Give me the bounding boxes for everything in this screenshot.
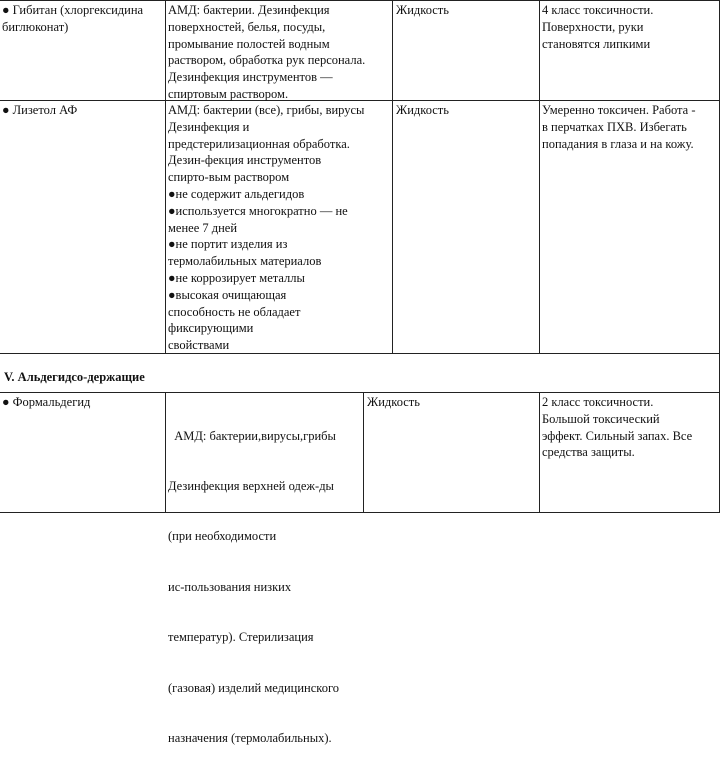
row-1-notes-line: 4 класс токсичности. — [542, 3, 654, 17]
row-1-purpose-line: Дезинфекция инструментов — — [168, 70, 333, 85]
row-2-form: Жидкость — [396, 103, 449, 117]
row-2-form-cell — [396, 102, 449, 119]
row-3-form-cell — [367, 394, 420, 411]
column-divider-3 — [539, 0, 540, 353]
row-2-notes-line: попадания в глаза и на кожу. — [542, 136, 694, 151]
row-3-purpose-line: АМД: бактерии,вирусы,грибы — [168, 428, 336, 443]
row-2-notes-cell — [542, 102, 695, 152]
row-1-name-line-2: биглюконат) — [2, 19, 69, 34]
row-2-notes-line: Умеренно токсичен. Работа - — [542, 103, 696, 117]
row-3-purpose-line: (при необходимости — [168, 529, 277, 544]
row-2-purpose-line: ●не содержит альдегидов — [168, 186, 305, 201]
row-2-purpose-line: термолабильных материалов — [168, 254, 322, 269]
row-1-form-cell — [396, 2, 449, 19]
row-2-purpose-line: ●используется многократно — не — [168, 203, 348, 218]
row-1-purpose-line: спиртовым раствором. — [168, 86, 289, 101]
section-header: V. Альдегидсо-держащие — [4, 370, 145, 384]
row-2-name-cell — [2, 102, 77, 119]
table-border-top — [0, 0, 720, 1]
row-1-notes-line: Поверхности, руки — [542, 19, 644, 34]
row-3-notes-line: Большой токсический — [542, 411, 660, 426]
row-1-purpose-line: АМД: бактерии. Дезинфекция — [168, 3, 330, 17]
column-divider-2 — [392, 0, 393, 353]
row-3-name-cell — [2, 394, 90, 411]
row-3-purpose-line: температур). Стерилизация — [168, 630, 314, 645]
row-3-notes-line: эффект. Сильный запах. Все — [542, 428, 693, 443]
row-2-purpose-line: АМД: бактерии (все), грибы, вирусы — [168, 103, 365, 117]
row-2-purpose-line: Дезин-фекция инструментов — [168, 153, 322, 168]
row-3-purpose-line: назначения (термолабильных). — [168, 730, 332, 745]
row-1-purpose-cell — [168, 2, 365, 103]
row-2-purpose-line: предстерилизационная обработка. — [168, 136, 350, 151]
row-2-name-line-1: ● Лизетол АФ — [2, 103, 78, 117]
row-2-purpose-line: свойствами — [168, 338, 230, 353]
row-1-purpose-line: промывание полостей водным — [168, 36, 330, 51]
row-divider-3 — [0, 392, 720, 393]
row-1-name-cell — [2, 2, 143, 36]
row-2-purpose-line: менее 7 дней — [168, 220, 238, 235]
column-divider-3-lower — [539, 392, 540, 512]
row-2-notes-line: в перчатках ПХВ. Избегать — [542, 119, 687, 134]
row-1-purpose-line: раствором, обработка рук персонала. — [168, 53, 366, 68]
column-divider-2-lower — [363, 392, 364, 512]
row-2-purpose-line: способность не обладает — [168, 304, 301, 319]
row-1-notes-cell — [542, 2, 653, 52]
row-1-form: Жидкость — [396, 3, 449, 17]
row-3-name-line-1: ● Формальдегид — [2, 395, 91, 409]
row-3-notes-line: 2 класс токсичности. — [542, 395, 654, 409]
row-2-purpose-line: ●не портит изделия из — [168, 237, 288, 252]
row-2-purpose-line: спирто-вым раствором — [168, 170, 290, 185]
row-2-purpose-line: Дезинфекция и — [168, 119, 250, 134]
row-3-notes-line: средства защиты. — [542, 445, 635, 460]
row-2-purpose-line: ●не коррозирует металлы — [168, 270, 305, 285]
row-2-purpose-line: ●высокая очищающая — [168, 287, 287, 302]
row-3-purpose-line: ис-пользования низких — [168, 579, 292, 594]
row-1-notes-line: становятся липкими — [542, 36, 651, 51]
row-2-purpose-cell — [168, 102, 364, 354]
column-divider-1 — [165, 0, 166, 353]
row-2-purpose-line: фиксирующими — [168, 321, 254, 336]
row-1-purpose-line: поверхностей, белья, посуды, — [168, 19, 326, 34]
row-3-form: Жидкость — [367, 395, 420, 409]
row-1-name-line-1: ● Гибитан (хлоргексидина — [2, 3, 144, 17]
table-border-bottom — [0, 512, 720, 513]
row-3-purpose-cell — [168, 394, 339, 764]
row-3-purpose-line: (газовая) изделий медицинского — [168, 680, 340, 695]
row-3-purpose-line: Дезинфекция верхней одеж-ды — [168, 478, 334, 493]
row-3-notes-cell — [542, 394, 692, 461]
column-divider-1-lower — [165, 392, 166, 512]
